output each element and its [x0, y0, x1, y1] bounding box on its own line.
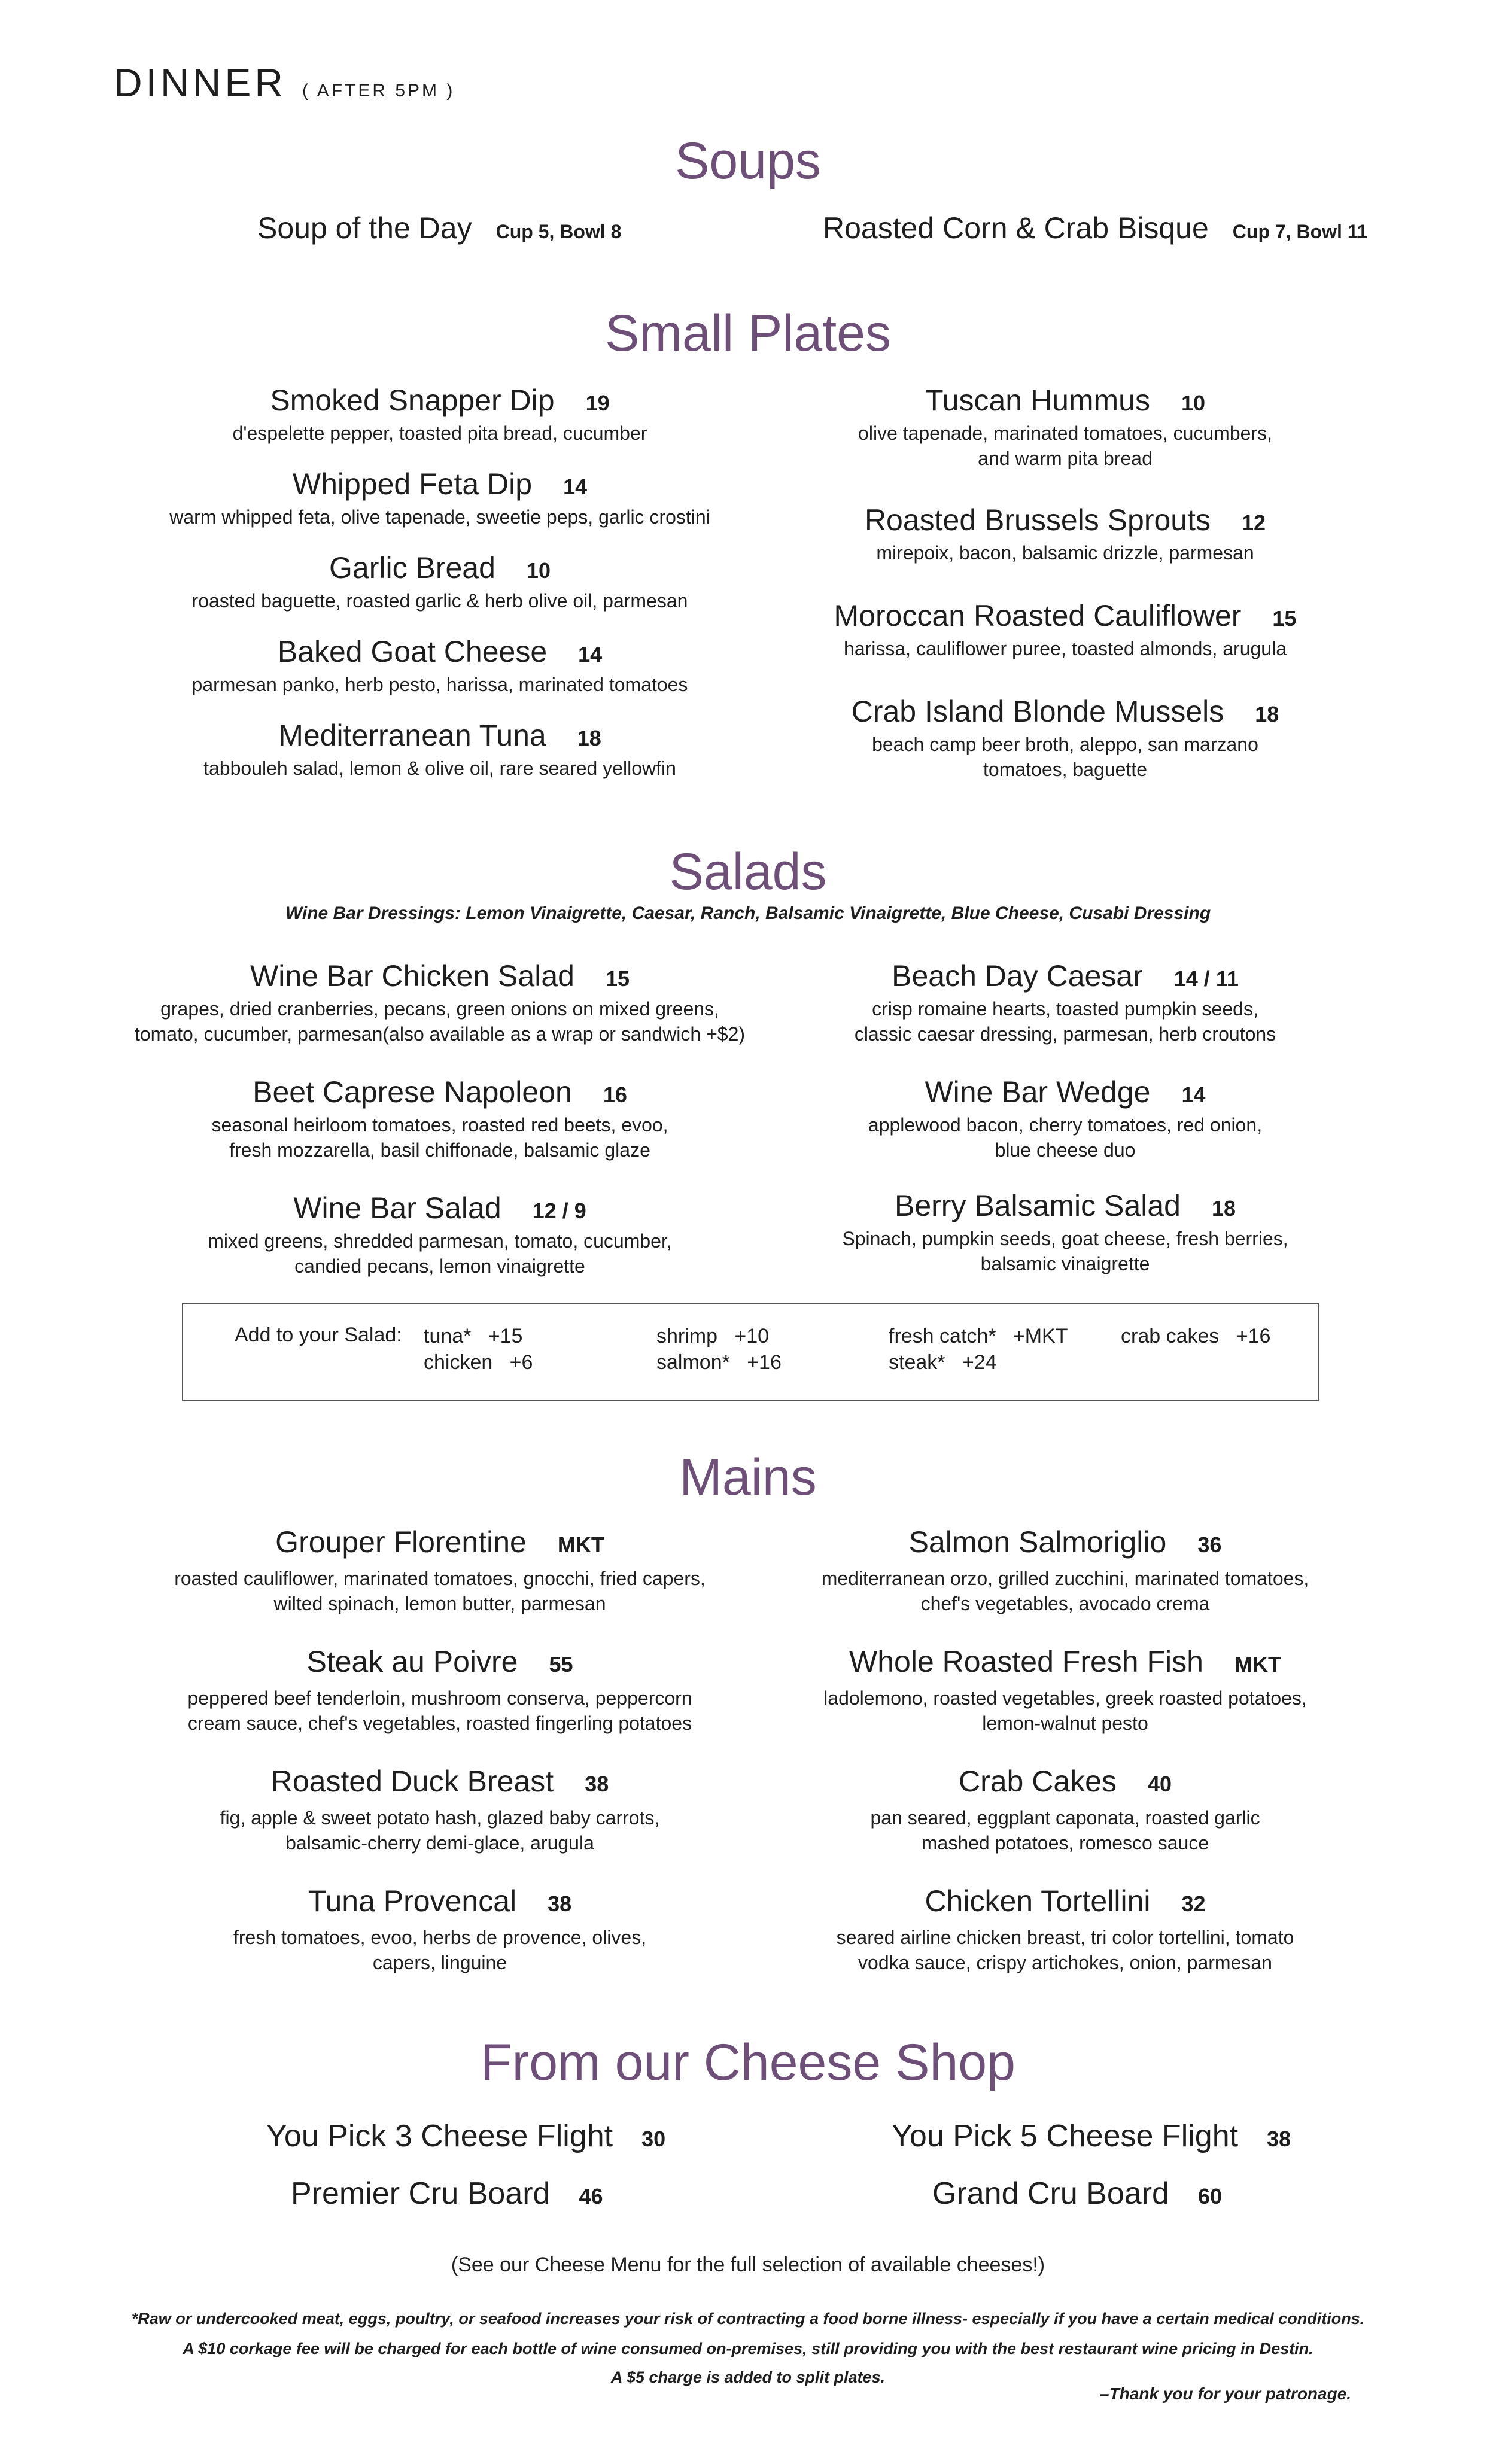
footer-thanks: –Thank you for your patronage. [1100, 2384, 1352, 2403]
item-price: 10 [526, 558, 551, 583]
menu-item [78, 1764, 802, 1855]
addon-item [656, 1325, 769, 1348]
addon-name: crab cakes [1121, 1325, 1220, 1347]
cheese-item [892, 2118, 1291, 2154]
item-description: balsamic-cherry demi-glace, arugula [285, 1832, 594, 1854]
menu-item [78, 383, 802, 446]
item-name: You Pick 5 Cheese Flight [892, 2119, 1239, 2153]
item-name: Berry Balsamic Salad [894, 1189, 1181, 1222]
cheese-menu-note: (See our Cheese Menu for the full selection of available cheeses!) [451, 2253, 1045, 2276]
item-description: cream sauce, chef's vegetables, roasted fingerling potatoes [187, 1712, 692, 1734]
addon-item [656, 1351, 782, 1374]
item-price: 18 [1211, 1196, 1236, 1221]
salad-dressings-note: Wine Bar Dressings: Lemon Vinaigrette, Caesar, Ranch, Balsamic Vinaigrette, Blue Cheese, Cusabi Dressing [285, 904, 1211, 923]
item-description: fresh mozzarella, basil chiffonade, balsamic glaze [229, 1139, 650, 1161]
item-description: blue cheese duo [995, 1139, 1136, 1161]
section-title-soups: Soups [675, 132, 821, 190]
soup-item [823, 211, 1368, 245]
item-description: mirepoix, bacon, balsamic drizzle, parmesan [876, 542, 1254, 564]
menu-heading [114, 60, 455, 105]
section-title-mains: Mains [679, 1449, 817, 1506]
item-price: 14 [1181, 1082, 1206, 1107]
item-description: seasonal heirloom tomatoes, roasted red beets, evoo, [211, 1114, 668, 1136]
item-description: grapes, dried cranberries, pecans, green onions on mixed greens, [160, 998, 719, 1020]
addon-item [1121, 1325, 1270, 1348]
item-description: warm whipped feta, olive tapenade, sweetie peps, garlic crostini [169, 506, 710, 528]
item-price: 38 [548, 1891, 572, 1916]
item-description: lemon-walnut pesto [982, 1712, 1148, 1734]
item-name: Baked Goat Cheese [277, 635, 548, 668]
item-price: 14 / 11 [1173, 966, 1239, 991]
item-description: beach camp beer broth, aleppo, san marzano [872, 734, 1258, 755]
addon-name: shrimp [656, 1325, 718, 1347]
item-description: pan seared, eggplant caponata, roasted garlic [870, 1807, 1260, 1829]
menu-item [78, 959, 802, 1047]
item-price: 38 [1267, 2127, 1291, 2151]
menu-item [742, 503, 1388, 565]
item-description: capers, linguine [372, 1952, 507, 1973]
item-price: 15 [605, 966, 630, 991]
menu-item [742, 1764, 1388, 1855]
menu-item [742, 383, 1388, 471]
menu-item [78, 550, 802, 613]
item-name: Tuscan Hummus [925, 384, 1150, 417]
menu-subtitle: ( AFTER 5PM ) [302, 81, 455, 101]
item-description: wilted spinach, lemon butter, parmesan [273, 1593, 606, 1614]
item-price: 14 [578, 642, 603, 667]
item-description: tomatoes, baguette [983, 759, 1147, 780]
addon-price: +16 [747, 1351, 782, 1374]
item-name: Roasted Duck Breast [270, 1765, 554, 1798]
item-price: 40 [1147, 1772, 1172, 1796]
item-name: Beach Day Caesar [892, 959, 1143, 993]
cheese-item [932, 2176, 1222, 2211]
item-price: 46 [579, 2184, 603, 2209]
item-name: Smoked Snapper Dip [270, 384, 555, 417]
item-price: 32 [1181, 1891, 1206, 1916]
item-name: Wine Bar Wedge [925, 1075, 1151, 1109]
item-description: ladolemono, roasted vegetables, greek roasted potatoes, [823, 1687, 1307, 1709]
menu-item [78, 634, 802, 697]
item-description: tomato, cucumber, parmesan(also available as a wrap or sandwich +$2) [134, 1023, 746, 1045]
item-name: Whole Roasted Fresh Fish [849, 1645, 1203, 1678]
item-name: Roasted Brussels Sprouts [864, 503, 1211, 537]
item-name: Beet Caprese Napoleon [253, 1075, 572, 1109]
item-price: MKT [1234, 1652, 1281, 1677]
footer-disclaimer: *Raw or undercooked meat, eggs, poultry, or seafood increases your risk of contracting a food borne illness- especially if you have a certain medical conditions. [131, 2310, 1365, 2328]
section-title-salads: Salads [669, 843, 827, 901]
menu-item [742, 959, 1388, 1047]
item-name: Tuna Provencal [308, 1884, 517, 1918]
addon-item [424, 1325, 522, 1348]
item-price: 10 [1181, 391, 1206, 415]
footer-split-plates: A $5 charge is added to split plates. [610, 2368, 886, 2386]
menu-item [78, 1884, 802, 1975]
item-description: fresh tomatoes, evoo, herbs de provence, olives, [233, 1927, 647, 1948]
item-description: roasted cauliflower, marinated tomatoes, gnocchi, fried capers, [174, 1568, 706, 1589]
item-price: 55 [549, 1652, 573, 1677]
item-description: candied pecans, lemon vinaigrette [294, 1255, 585, 1277]
addon-name: steak* [889, 1351, 945, 1374]
item-description: harissa, cauliflower puree, toasted almonds, arugula [844, 638, 1287, 659]
item-description: mediterranean orzo, grilled zucchini, marinated tomatoes, [821, 1568, 1309, 1589]
addon-name: salmon* [656, 1351, 730, 1374]
menu-item [78, 1644, 802, 1736]
menu-item [742, 1644, 1388, 1736]
item-description: d'espelette pepper, toasted pita bread, cucumber [232, 422, 647, 444]
menu-title: DINNER [114, 60, 287, 105]
item-name: Mediterranean Tuna [278, 719, 546, 752]
item-price: 36 [1197, 1532, 1222, 1557]
item-price: 30 [641, 2127, 666, 2151]
soup-price: Cup 5, Bowl 8 [495, 221, 622, 242]
item-name: Grand Cru Board [932, 2176, 1169, 2211]
item-description: roasted baguette, roasted garlic & herb olive oil, parmesan [191, 590, 688, 612]
addon-price: +MKT [1012, 1325, 1068, 1347]
item-price: 60 [1197, 2184, 1223, 2209]
menu-item [742, 1188, 1388, 1276]
item-name: Wine Bar Salad [293, 1191, 501, 1225]
addon-item [889, 1351, 997, 1374]
addon-item [424, 1351, 533, 1374]
soup-price: Cup 7, Bowl 11 [1232, 221, 1368, 242]
menu-item [78, 718, 802, 781]
soup-item [257, 211, 621, 245]
addon-name: fresh catch* [889, 1325, 996, 1347]
item-description: balsamic vinaigrette [980, 1253, 1150, 1274]
item-description: tabbouleh salad, lemon & olive oil, rare seared yellowfin [203, 758, 676, 779]
cheese-item [266, 2118, 665, 2154]
item-price: 12 / 9 [532, 1198, 586, 1223]
item-description: Spinach, pumpkin seeds, goat cheese, fresh berries, [842, 1228, 1288, 1249]
soup-name: Soup of the Day [257, 211, 472, 245]
item-description: applewood bacon, cherry tomatoes, red onion, [868, 1114, 1263, 1136]
item-price: 16 [603, 1082, 627, 1107]
item-name: Wine Bar Chicken Salad [250, 959, 574, 993]
menu-item [742, 1525, 1388, 1616]
item-description: and warm pita bread [978, 448, 1153, 469]
menu-item [78, 467, 802, 530]
item-price: 18 [1255, 702, 1279, 726]
item-description: olive tapenade, marinated tomatoes, cucumbers, [858, 422, 1272, 444]
menu-item [78, 1191, 802, 1279]
item-name: Garlic Bread [329, 551, 495, 585]
item-price: 18 [577, 726, 601, 750]
addon-item [889, 1325, 1068, 1348]
menu-item [742, 1075, 1388, 1163]
item-name: Steak au Poivre [306, 1645, 518, 1678]
item-description: peppered beef tenderloin, mushroom conserva, peppercorn [187, 1687, 692, 1709]
item-description: fig, apple & sweet potato hash, glazed baby carrots, [220, 1807, 660, 1829]
item-name: You Pick 3 Cheese Flight [266, 2119, 613, 2153]
item-price: 38 [585, 1772, 609, 1796]
item-name: Chicken Tortellini [925, 1884, 1151, 1918]
addon-name: tuna* [424, 1325, 472, 1347]
item-name: Crab Island Blonde Mussels [851, 695, 1224, 728]
item-price: 12 [1242, 510, 1266, 535]
item-description: seared airline chicken breast, tri color tortellini, tomato [836, 1927, 1294, 1948]
soup-name: Roasted Corn & Crab Bisque [823, 211, 1209, 245]
item-description: mixed greens, shredded parmesan, tomato, cucumber, [208, 1230, 672, 1252]
item-description: crisp romaine hearts, toasted pumpkin seeds, [872, 998, 1258, 1020]
addon-price: +6 [509, 1351, 533, 1374]
item-name: Grouper Florentine [275, 1525, 527, 1559]
menu-item [742, 1884, 1388, 1975]
item-price: 19 [585, 391, 610, 415]
item-name: Whipped Feta Dip [292, 467, 533, 501]
section-title-small-plates: Small Plates [605, 305, 891, 362]
item-price: 14 [563, 474, 588, 499]
item-name: Crab Cakes [958, 1765, 1117, 1798]
addon-price: +16 [1236, 1325, 1271, 1347]
addon-price: +24 [962, 1351, 997, 1374]
cheese-item [291, 2176, 603, 2211]
item-name: Moroccan Roasted Cauliflower [834, 599, 1242, 632]
section-title-cheese-shop: From our Cheese Shop [481, 2034, 1015, 2091]
item-price: 15 [1272, 606, 1297, 631]
item-description: mashed potatoes, romesco sauce [921, 1832, 1209, 1854]
addons-label: Add to your Salad: [235, 1324, 402, 1346]
item-price: MKT [557, 1532, 604, 1557]
addon-price: +10 [734, 1325, 770, 1347]
menu-item [78, 1525, 802, 1616]
addon-name: chicken [424, 1351, 493, 1374]
footer-corkage: A $10 corkage fee will be charged for each bottle of wine consumed on-premises, still providing you with the best restaurant wine pricing in Destin. [183, 2340, 1313, 2357]
menu-item [742, 598, 1388, 661]
menu-item [742, 694, 1388, 782]
item-description: classic caesar dressing, parmesan, herb croutons [854, 1023, 1276, 1045]
item-description: chef's vegetables, avocado crema [920, 1593, 1210, 1614]
item-name: Premier Cru Board [291, 2176, 551, 2211]
addon-price: +15 [488, 1325, 523, 1347]
item-description: vodka sauce, crispy artichokes, onion, parmesan [858, 1952, 1272, 1973]
menu-item [78, 1075, 802, 1163]
item-description: parmesan panko, herb pesto, harissa, marinated tomatoes [191, 674, 688, 695]
item-name: Salmon Salmoriglio [908, 1525, 1167, 1559]
